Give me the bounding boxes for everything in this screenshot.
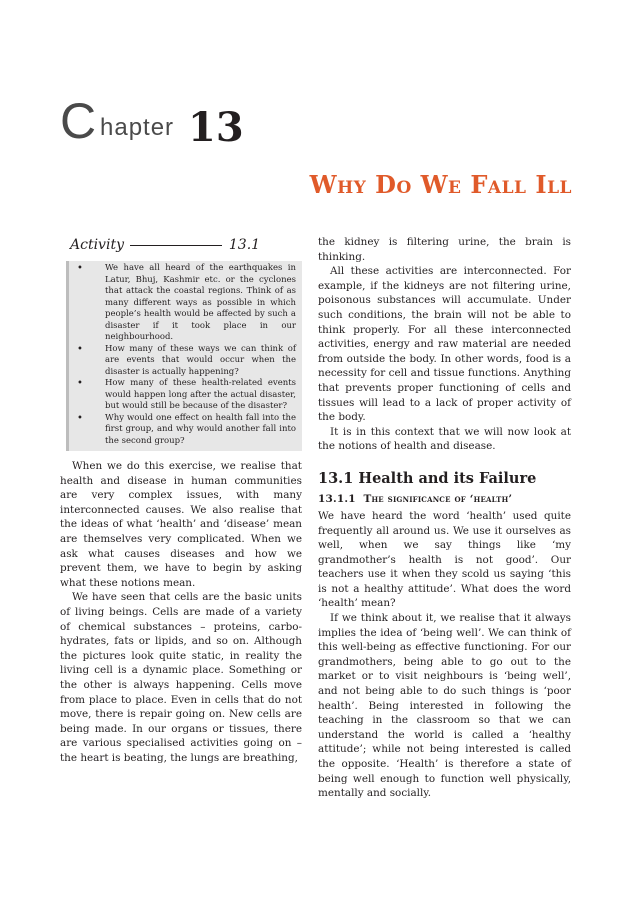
bullet-icon: • [77,378,83,389]
bullet-icon: • [77,343,83,355]
activity-item [77,378,296,413]
chapter-number: 13 [188,104,244,151]
activity-item-text: Why would one effect on health fall into the first group, and why would another fall into the second group? [105,412,296,446]
activity-item-text: We have all heard of the earthquakes in Latur, Bhuj, Kashmir etc. or the cyclones that attack the coastal regions. Think of as many different ways as possible in which people’s health would be affected by such a disaster if it took place in our neighbourhood. [105,263,296,342]
activity-item-text: How many of these ways we can think of are events that would occur when the disaster is actually happening? [105,343,296,377]
subsection-text: The significance of ‘health’ [363,492,513,505]
activity-item-text: How many of these health-related events would happen long after the actual disaster, but would still be because of the disaster? [105,378,296,411]
activity-box [66,261,302,451]
body-paragraph: All these activities are interconnected. For example, if the kidneys are not filtering urine, poisonous substances will accumulate. Under such conditions, the brain will not be able to think properly. For all these interconnected activities, energy and raw material are needed from outside the body. In other words, food is a necessity for cell and tissue functions. Anything that prevents proper functioning of cells and tissues will lead to a lack of proper activity of the body. [318,265,571,424]
body-paragraph: When we do this exercise, we realise that health and disease in human communities are very complex issues, with many interconnected causes. We also realise that the ideas of what ‘health’ and ‘disease’ mean are themselves very complicated. When we ask what causes diseases and how we prevent them, we have to begin by asking what these notions mean. [60,460,302,589]
body-paragraph: We have seen that cells are the basic units of living beings. Cells are made of a variety of chemical substances – proteins, carbo-hydrates, fats or lipids, and so on. Although the pictures look quite static, in reality the living cell is a dynamic place. Something or the other is always happening. Cells move from place to place. Even in cells that do not move, there is repair going on. New cells are being made. In our organs or tissues, there are various specialised activities going on – the heart is beating, the lungs are breathing, [60,591,302,764]
right-column [318,235,571,801]
body-paragraph: It is in this context that we will now look at the notions of health and disease. [318,425,571,453]
bullet-icon: • [77,412,83,424]
activity-heading [70,235,302,259]
activity-item [77,413,296,448]
body-paragraph: If we think about it, we realise that it always implies the idea of ‘being well’. We can think of this well-being as effective functioning. For our grandmothers, being able to go out to the market or to visit neighbours is ‘being well’, and not being able to do such things is ‘poor health’. Being interested in following the teaching in the classroom so that we can understand the world is called a ‘healthy attitude’; while not being interested is called the opposite. ‘Health’ is therefore a state of being well enough to function well physically, mentally and socially. [318,612,571,800]
chapter-initial: C [60,93,97,149]
activity-item [77,263,296,344]
activity-rule [130,245,222,246]
activity-number: 13.1 [228,237,261,253]
subsection-title [318,493,571,505]
bullet-icon: • [77,263,83,274]
chapter-word: hapter [100,114,175,141]
body-paragraph: the kidney is filtering urine, the brain is thinking. [318,236,571,263]
activity-item [77,344,296,379]
activity-label: Activity [70,237,124,253]
left-column [60,235,302,765]
body-paragraph: We have heard the word ‘health’ used quite frequently all around us. We use it ourselves as well, when we say things like ‘my grandmother’s health is not good’. Our teachers use it when they scold us saying ‘this is not a healthy attitude’. What does the word ‘health’ mean? [318,509,571,610]
section-title: 13.1 Health and its Failure [318,469,537,487]
left-body [60,459,302,765]
chapter-title: Why Do We Fall Ill [309,170,572,199]
subsection-number: 13.1.1 [318,492,356,505]
